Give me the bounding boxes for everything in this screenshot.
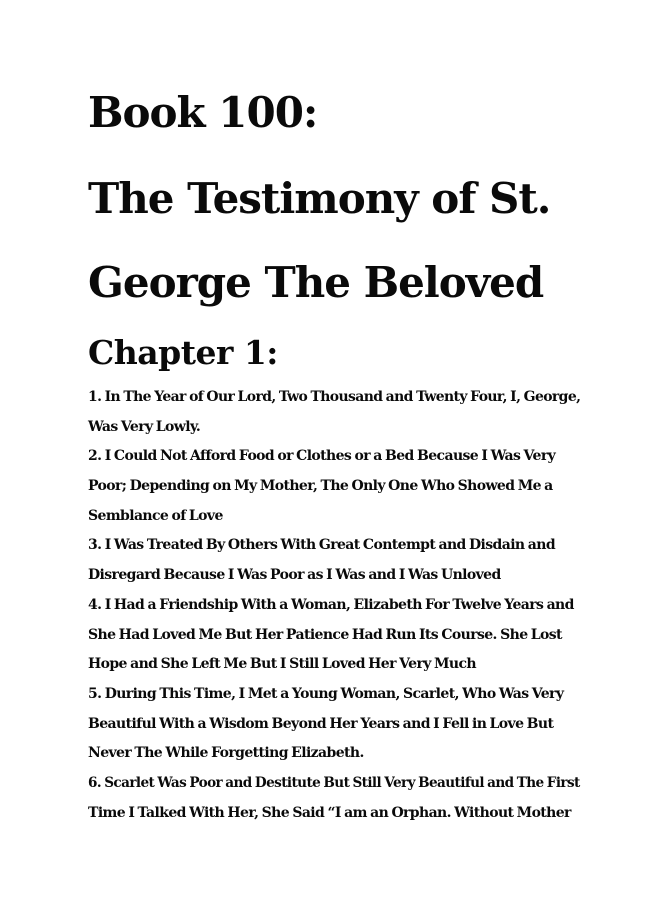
chapter-heading: Chapter 1: [88,333,278,372]
verse-line: Beautiful With a Wisdom Beyond Her Years and I Fell in Love But [88,715,554,732]
verse-line: Disregard Because I Was Poor as I Was and I Was Unloved [88,567,501,584]
verse-line: 5. During This Time, I Met a Young Woman, Scarlet, Who Was Very [88,685,564,702]
verse-line: Was Very Lowly. [88,418,201,435]
verse-text-block [88,383,580,828]
book-title-line-1: Book 100: [88,88,318,137]
verse-line: Poor; Depending on My Mother, The Only One Who Showed Me a [88,478,553,495]
book-title-line-3: George The Beloved [88,258,544,307]
verse-line: Hope and She Left Me But I Still Loved Her Very Much [88,656,477,673]
verse-line: Semblance of Love [88,507,223,524]
verse-line: 4. I Had a Friendship With a Woman, Elizabeth For Twelve Years and [88,596,574,613]
verse-line: 1. In The Year of Our Lord, Two Thousand and Twenty Four, I, George, [88,389,581,405]
verse-line: 2. I Could Not Afford Food or Clothes or a Bed Because I Was Very [88,448,556,465]
verse-line: Time I Talked With Her, She Said “I am an Orphan. Without Mother [88,804,571,821]
verse-line: She Had Loved Me But Her Patience Had Run Its Course. She Lost [88,626,562,643]
book-title-line-2: The Testimony of St. [88,174,551,223]
verse-line: 6. Scarlet Was Poor and Destitute But Still Very Beautiful and The First [88,774,580,791]
verse-line: 3. I Was Treated By Others With Great Contempt and Disdain and [88,537,556,554]
verse-line: Never The While Forgetting Elizabeth. [88,745,364,762]
